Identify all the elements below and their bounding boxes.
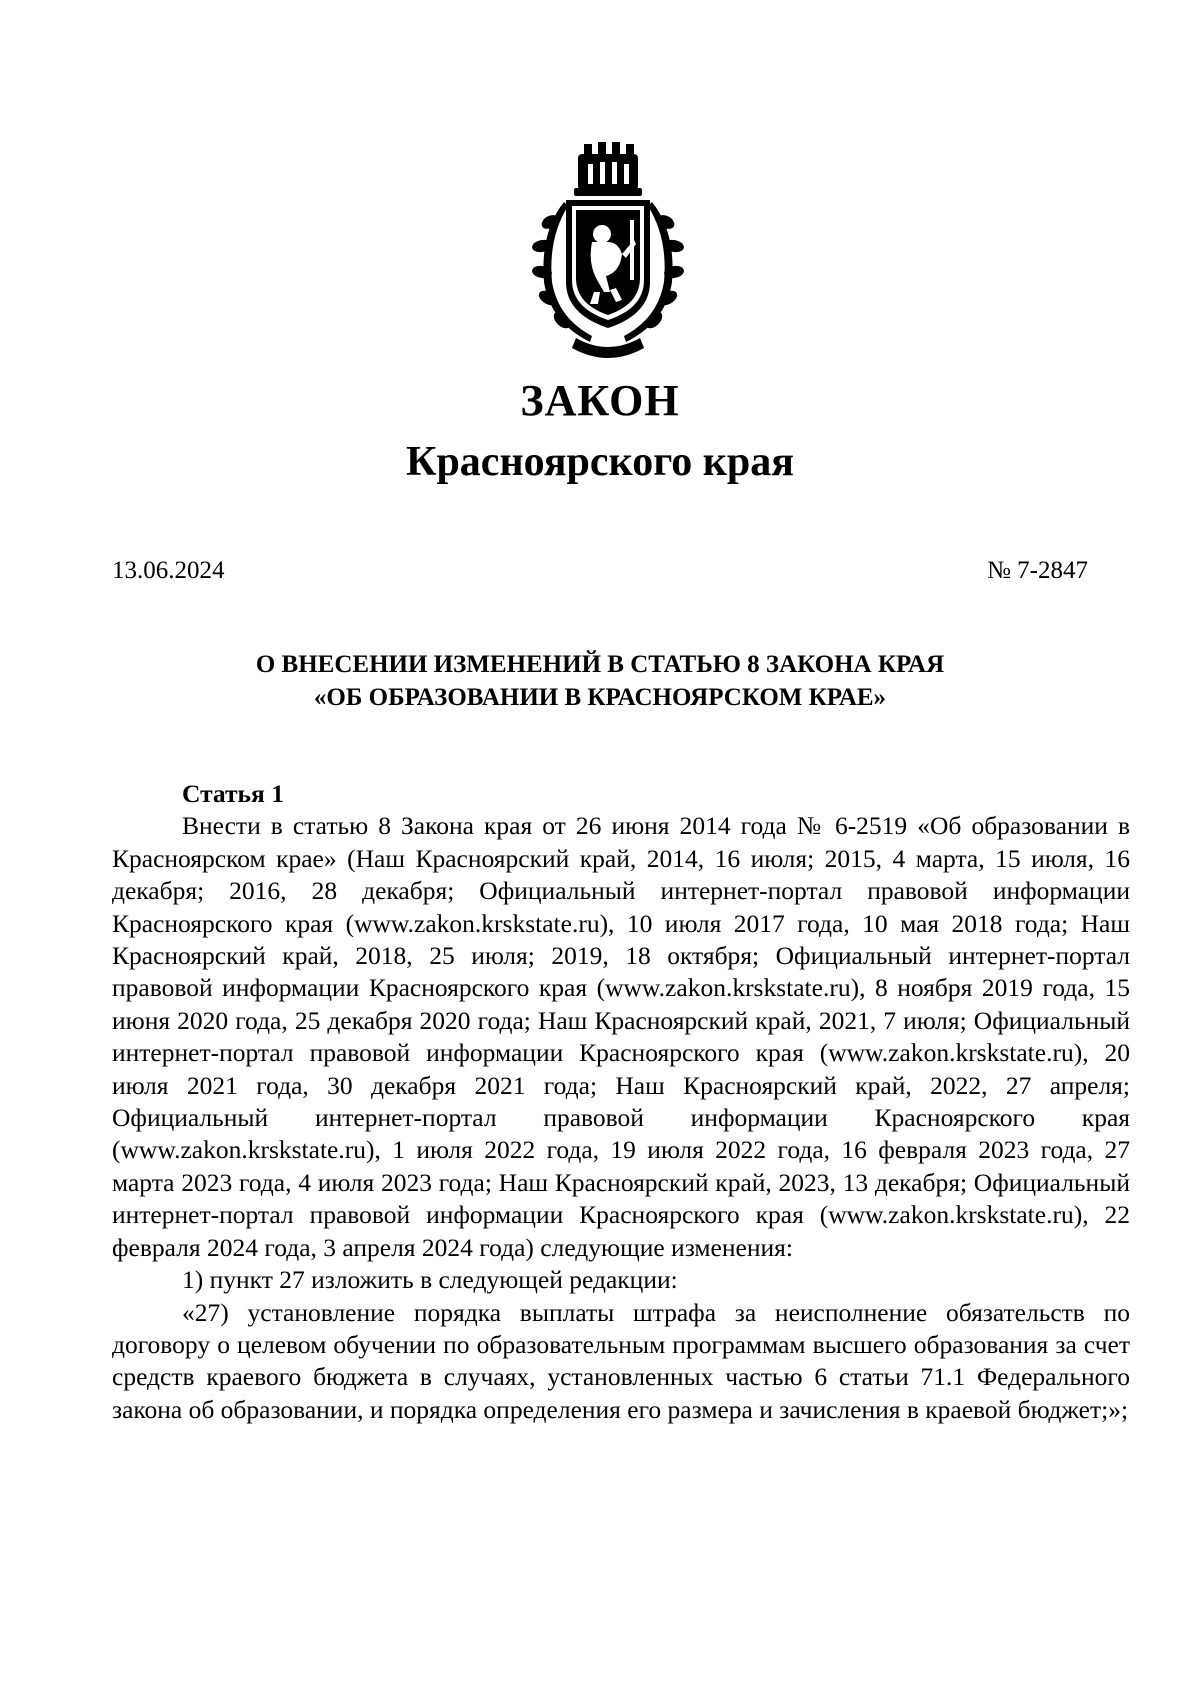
document-body: [112, 778, 1130, 1426]
krasnoyarsk-coat-of-arms-icon: [530, 142, 686, 364]
paragraph: Внести в статью 8 Закона края от 26 июня 2014 года № 6-2519 «Об образовании в Красноярском крае» (Наш Красноярский край, 2014, 16 июля; 2015, 4 марта, 15 июля, 16 декабря; 2016, 28 декабря; Официальный интернет-портал правовой информации Красноярского края (www.zakon.krskstate.ru), 10 июля 2017 года, 10 мая 2018 года; Наш Красноярский край, 2018, 25 июля; 2019, 18 октября; Официальный интернет-портал правовой информации Красноярского края (www.zakon.krskstate.ru), 8 ноября 2019 года, 15 июня 2020 года, 25 декабря 2020 года; Наш Красноярский край, 2021, 7 июля; Официальный интернет-портал правовой информации Красноярского края (www.zakon.krskstate.ru), 20 июля 2021 года, 30 декабря 2021 года; Наш Красноярский край, 2022, 27 апреля; Официальный интернет-портал правовой информации Красноярского края (www.zakon.krskstate.ru), 1 июля 2022 года, 19 июля 2022 года, 16 февраля 2023 года, 27 марта 2023 года, 4 июля 2023 года; Наш Красноярский край, 2023, 13 декабря; Официальный интернет-портал правовой информации Красноярского края (www.zakon.krskstate.ru), 22 февраля 2024 года, 3 апреля 2024 года) следующие изменения:: [112, 811, 1130, 1262]
document-title: ЗАКОН: [520, 376, 680, 425]
document-date: 13.06.2024: [112, 557, 225, 584]
law-heading-line-2: «ОБ ОБРАЗОВАНИИ В КРАСНОЯРСКОМ КРАЕ»: [313, 684, 887, 711]
law-heading-line-1: О ВНЕСЕНИИ ИЗМЕНЕНИЙ В СТАТЬЮ 8 ЗАКОНА КРАЯ: [255, 651, 945, 678]
article-title: Статья 1: [182, 779, 284, 808]
document-subtitle: Красноярского края: [405, 439, 795, 485]
paragraph: «27) установление порядка выплаты штрафа за неисполнение обязательств по договору о целевом обучении по образовательным программам высшего образования за счет средств краевого бюджета в случаях, установленных частью 6 статьи 71.1 Федерального закона об образовании, и порядка определения его размера и зачисления в краевой бюджет;»;: [112, 1297, 1130, 1424]
law-heading: [100, 648, 1100, 714]
paragraph: 1) пункт 27 изложить в следующей редакции:: [182, 1265, 678, 1295]
document-number: № 7-2847: [987, 557, 1088, 584]
